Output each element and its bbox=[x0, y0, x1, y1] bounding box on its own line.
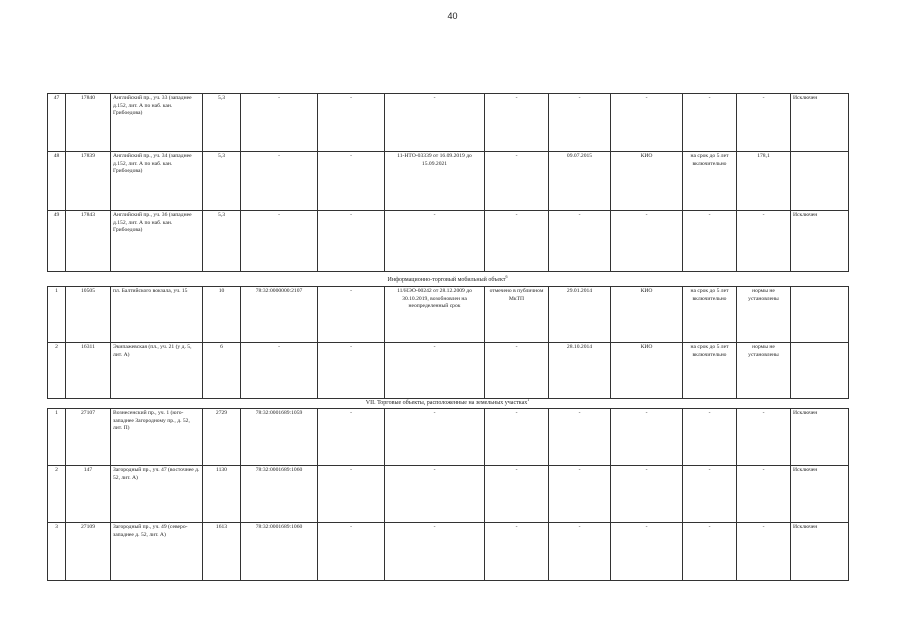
cell-contract: 11-НТО-03339 от 16.09.2019 до 15.09.2021 bbox=[385, 152, 485, 211]
cell-col-6: - bbox=[318, 523, 385, 581]
objects-table-part-1 bbox=[47, 93, 849, 272]
cell-contract: 11/НЭО-00242 от 28.12.2009 до 30.10.2019, возобновлен на неопределенный срок bbox=[385, 287, 485, 343]
section-heading-land-plots bbox=[47, 397, 848, 407]
cell-address: Экипажевская (пл., уч. 21 (у д. 5, лит. А) bbox=[111, 343, 203, 399]
objects-table-part-3 bbox=[47, 408, 849, 581]
cell-note: Исключен bbox=[791, 409, 849, 466]
cell-address: Загородный пр., уч. 49 (северо-западнее д. 52, лит. А) bbox=[111, 523, 203, 581]
cell-note: Исключен bbox=[791, 94, 849, 152]
cell-cadastral-number: - bbox=[241, 94, 318, 152]
cell-row-number: 1 bbox=[48, 409, 66, 466]
cell-cadastral-number: - bbox=[241, 343, 318, 399]
table-row bbox=[48, 287, 849, 343]
cell-cadastral-number: 78:32:0000000:2107 bbox=[241, 287, 318, 343]
cell-authority: КИО bbox=[611, 287, 683, 343]
cell-col-8: - bbox=[485, 523, 549, 581]
cell-amount: - bbox=[737, 94, 791, 152]
cell-amount: 178,1 bbox=[737, 152, 791, 211]
cell-term: на срок до 5 лет включительно bbox=[683, 152, 737, 211]
cell-authority: - bbox=[611, 94, 683, 152]
cell-note: Исключен bbox=[791, 466, 849, 523]
cell-note bbox=[791, 287, 849, 343]
cell-amount: нормы не установлены bbox=[737, 287, 791, 343]
cell-col-6: - bbox=[318, 343, 385, 399]
cell-contract: - bbox=[385, 94, 485, 152]
cell-object-id: 16311 bbox=[66, 343, 111, 399]
cell-cadastral-number: 78:32:0001689:1060 bbox=[241, 523, 318, 581]
cell-term: - bbox=[683, 466, 737, 523]
cell-cadastral-number: - bbox=[241, 211, 318, 272]
table-row bbox=[48, 94, 849, 152]
cell-contract: - bbox=[385, 409, 485, 466]
cell-authority: - bbox=[611, 409, 683, 466]
cell-address: Загородный пр., уч. 47 (восточнее д. 52, лит. А) bbox=[111, 466, 203, 523]
cell-area: 2729 bbox=[203, 409, 241, 466]
cell-authority: КИО bbox=[611, 343, 683, 399]
cell-amount: - bbox=[737, 523, 791, 581]
cell-cadastral-number: 78:32:0001689:1059 bbox=[241, 409, 318, 466]
section-footnote-mark: 6 bbox=[505, 274, 508, 279]
cell-date: 09.07.2015 bbox=[549, 152, 611, 211]
cell-date: - bbox=[549, 94, 611, 152]
cell-note: Исключен bbox=[791, 523, 849, 581]
cell-amount: нормы не установлены bbox=[737, 343, 791, 399]
table-row bbox=[48, 152, 849, 211]
cell-area: 5,3 bbox=[203, 94, 241, 152]
cell-amount: - bbox=[737, 211, 791, 272]
cell-date: 28.10.2014 bbox=[549, 343, 611, 399]
cell-authority: КИО bbox=[611, 152, 683, 211]
cell-area: 10 bbox=[203, 287, 241, 343]
table-row bbox=[48, 343, 849, 399]
cell-row-number: 2 bbox=[48, 343, 66, 399]
cell-date: - bbox=[549, 409, 611, 466]
cell-note bbox=[791, 152, 849, 211]
section-title: VII. Торговые объекты, расположенные на земельных участках bbox=[365, 400, 528, 406]
cell-row-number: 1 bbox=[48, 287, 66, 343]
cell-row-number: 2 bbox=[48, 466, 66, 523]
cell-address: Английский пр., уч. 33 (западнее д.152, лит. А по наб. кан. Грибоедова) bbox=[111, 94, 203, 152]
cell-object-id: 17840 bbox=[66, 94, 111, 152]
cell-row-number: 49 bbox=[48, 211, 66, 272]
cell-address: Вознесенский пр., уч. 1 (юго-западнее Загородному пр., д. 52, лит. П) bbox=[111, 409, 203, 466]
cell-date: - bbox=[549, 466, 611, 523]
cell-authority: - bbox=[611, 523, 683, 581]
cell-date: 29.01.2014 bbox=[549, 287, 611, 343]
cell-term: - bbox=[683, 94, 737, 152]
table-row bbox=[48, 523, 849, 581]
cell-authority: - bbox=[611, 466, 683, 523]
objects-table-part-2 bbox=[47, 286, 849, 399]
cell-col-8: - bbox=[485, 343, 549, 399]
section-heading-info-mobile bbox=[47, 274, 848, 284]
cell-authority: - bbox=[611, 211, 683, 272]
cell-area: 1613 bbox=[203, 523, 241, 581]
cell-date: - bbox=[549, 523, 611, 581]
table-row bbox=[48, 409, 849, 466]
cell-col-8: - bbox=[485, 409, 549, 466]
cell-object-id: 27109 bbox=[66, 523, 111, 581]
cell-term: на срок до 5 лет включительно bbox=[683, 343, 737, 399]
cell-amount: - bbox=[737, 409, 791, 466]
page-number: 40 bbox=[447, 11, 458, 21]
cell-row-number: 3 bbox=[48, 523, 66, 581]
cell-col-6: - bbox=[318, 211, 385, 272]
cell-row-number: 48 bbox=[48, 152, 66, 211]
cell-term: на срок до 5 лет включительно bbox=[683, 287, 737, 343]
cell-contract: - bbox=[385, 211, 485, 272]
table-row bbox=[48, 211, 849, 272]
section-footnote-mark: 1 bbox=[527, 397, 530, 402]
cell-contract: - bbox=[385, 343, 485, 399]
cell-object-id: 17843 bbox=[66, 211, 111, 272]
cell-col-6: - bbox=[318, 409, 385, 466]
cell-area: 1130 bbox=[203, 466, 241, 523]
cell-area: 5,3 bbox=[203, 211, 241, 272]
cell-note: Исключен bbox=[791, 211, 849, 272]
section-title: Информационно-торговый мобильный объект bbox=[387, 277, 506, 283]
cell-col-8: отмечено в публичном МкТП bbox=[485, 287, 549, 343]
cell-col-6: - bbox=[318, 287, 385, 343]
cell-address: пл. Балтийского вокзала, уч. 15 bbox=[111, 287, 203, 343]
cell-row-number: 47 bbox=[48, 94, 66, 152]
cell-col-8: - bbox=[485, 152, 549, 211]
cell-col-6: - bbox=[318, 466, 385, 523]
cell-col-6: - bbox=[318, 94, 385, 152]
cell-address: Английский пр., уч. 36 (западнее д.152, лит. А по наб. кан. Грибоедова) bbox=[111, 211, 203, 272]
cell-contract: - bbox=[385, 523, 485, 581]
cell-contract: - bbox=[385, 466, 485, 523]
cell-object-id: 147 bbox=[66, 466, 111, 523]
cell-term: - bbox=[683, 409, 737, 466]
cell-cadastral-number: - bbox=[241, 152, 318, 211]
cell-object-id: 10505 bbox=[66, 287, 111, 343]
cell-cadastral-number: 78:32:0001689:1060 bbox=[241, 466, 318, 523]
cell-object-id: 17839 bbox=[66, 152, 111, 211]
cell-note bbox=[791, 343, 849, 399]
cell-amount: - bbox=[737, 466, 791, 523]
cell-address: Английский пр., уч. 34 (западнее д.152, лит. А по наб. кан. Грибоедова) bbox=[111, 152, 203, 211]
cell-area: 5,3 bbox=[203, 152, 241, 211]
cell-term: - bbox=[683, 523, 737, 581]
cell-term: - bbox=[683, 211, 737, 272]
cell-area: 6 bbox=[203, 343, 241, 399]
cell-col-8: - bbox=[485, 94, 549, 152]
cell-object-id: 27107 bbox=[66, 409, 111, 466]
cell-col-6: - bbox=[318, 152, 385, 211]
cell-col-8: - bbox=[485, 211, 549, 272]
cell-col-8: - bbox=[485, 466, 549, 523]
table-row bbox=[48, 466, 849, 523]
cell-date: - bbox=[549, 211, 611, 272]
